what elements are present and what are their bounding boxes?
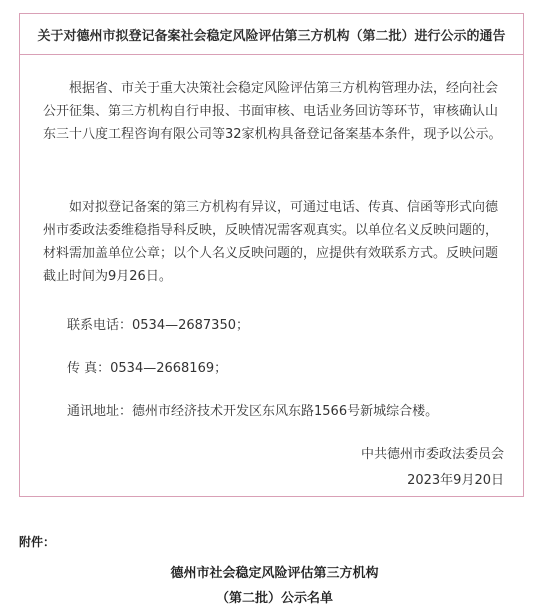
contact-fax: 传 真：0534—2668169；: [67, 361, 228, 376]
contact-phone: 联系电话：0534—2687350；: [67, 318, 249, 333]
notice-title: 关于对德州市拟登记备案社会稳定风险评估第三方机构（第二批）进行公示的通告: [20, 14, 523, 55]
list-title-line1: 德州市社会稳定风险评估第三方机构: [170, 566, 379, 581]
contact-address: 通讯地址：德州市经济技术开发区东风东路1566号新城综合楼。: [67, 404, 439, 419]
signature-org: 中共德州市委政法委员会: [360, 447, 504, 462]
notice-box: [19, 13, 524, 497]
notice-paragraph-basis: 根据省、市关于重大决策社会稳定风险评估第三方机构管理办法，经向社会公开征集、第三方机构自行申报、书面审核、电话业务回访等环节，审核确认山东三十八度工程咨询有限公司等32家机构具备登记备案基本条件，现予以公示。: [43, 81, 502, 142]
list-title-line2: （第二批）公示名单: [215, 591, 333, 606]
attachment-label: 附件：: [19, 535, 56, 549]
signature-date: 2023年9月20日: [407, 473, 504, 488]
notice-paragraph-objection: 如对拟登记备案的第三方机构有异议，可通过电话、传真、信函等形式向德州市委政法委维稳指导科反映，反映情况需客观真实。以单位名义反映问题的，材料需加盖单位公章；以个人名义反映问题的，应提供有效联系方式。反映问题截止时间为9月26日。: [43, 200, 499, 284]
